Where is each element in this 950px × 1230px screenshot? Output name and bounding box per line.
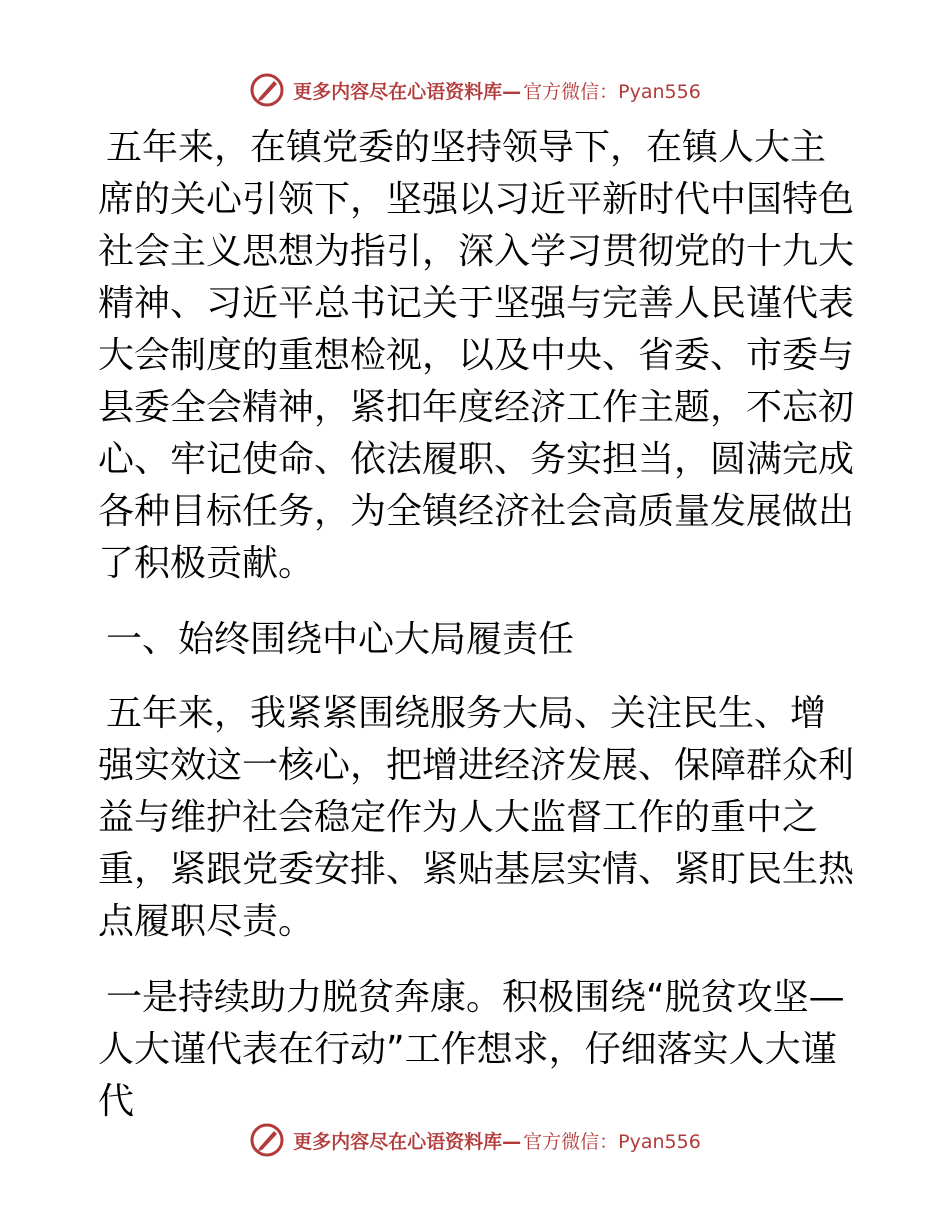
paragraph-point-1: 一是持续助力脱贫奔康。积极围绕“脱贫攻坚—人大谨代表在行动”工作想求，仔细落实人大谨代 [98, 977, 845, 1122]
quill-pen-logo-icon [249, 1122, 285, 1158]
header-banner[interactable] [0, 70, 950, 110]
document-body [98, 122, 858, 1152]
paragraph-intro: 五年来，在镇党委的坚持领导下，在镇人大主席的关心引领下，坚强以习近平新时代中国特色社会主义思想为指引，深入学习贯彻党的十九大精神、习近平总书记关于坚强与完善人民谨代表大会制度的重想检视，以及中央、省委、市委与县委全会精神，紧扣年度经济工作主题，不忘初心、牢记使命、依法履职、务实担当，圆满完成各种目标任务，为全镇经济社会高质量发展做出了积极贡献。 [98, 127, 855, 584]
footer-banner[interactable] [0, 1120, 950, 1160]
header-banner-main-text: 更多内容尽在心语资料库— [293, 80, 522, 103]
quill-pen-logo-icon [249, 72, 285, 108]
footer-banner-main-text: 更多内容尽在心语资料库— [293, 1130, 522, 1153]
section-heading: 一、始终围绕中心大局履责任 [106, 619, 575, 660]
paragraph-section-1: 五年来，我紧紧围绕服务大局、关注民生、增强实效这一核心，把增进经济发展、保障群众利益与维护社会稳定作为人大监督工作的重中之重，紧跟党委安排、紧贴基层实情、紧盯民生热点履职尽责。 [98, 693, 855, 942]
header-banner-wechat-text: 官方微信：Pyan556 [523, 80, 701, 103]
footer-banner-wechat-text: 官方微信：Pyan556 [523, 1130, 701, 1153]
